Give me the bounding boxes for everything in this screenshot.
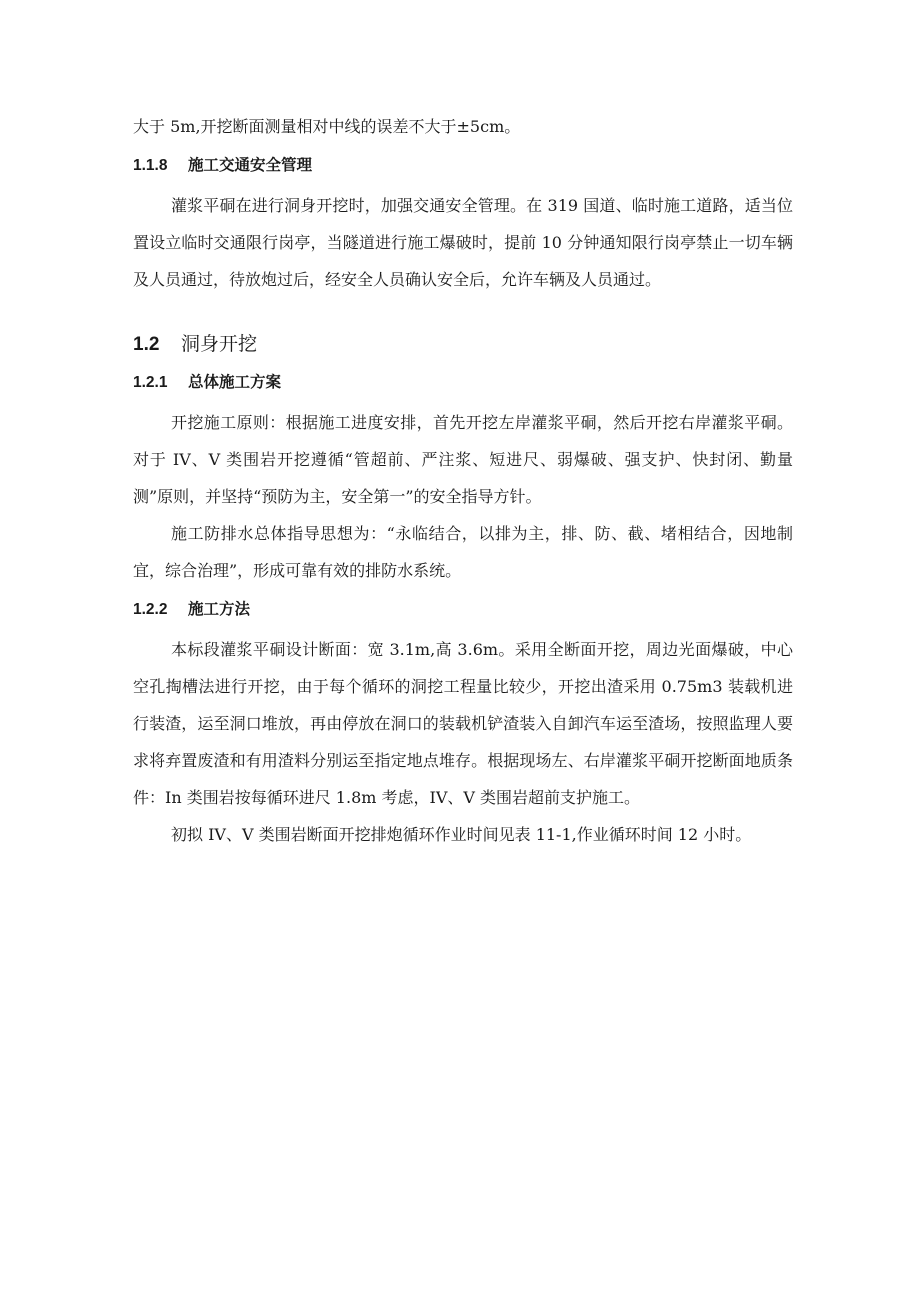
intro-paragraph: 大于 5m,开挖断面测量相对中线的误差不大于±5cm。	[133, 117, 521, 136]
document-page	[133, 108, 793, 853]
traffic-safety-paragraph: 灌浆平硐在进行洞身开挖时，加强交通安全管理。在 319 国道、临时施工道路，适当位置设立临时交通限行岗亭，当隧道进行施工爆破时，提前 10 分钟通知限行岗亭禁止一切车辆及人员通过，待放炮过后，经安全人员确认安全后，允许车辆及人员通过。	[133, 196, 793, 289]
heading-number: 1.2	[133, 334, 160, 355]
heading-number: 1.1.8	[133, 157, 168, 174]
heading-number: 1.2.1	[133, 374, 168, 391]
heading-title: 总体施工方案	[188, 374, 282, 391]
heading-title: 洞身开挖	[181, 334, 258, 355]
heading-1-2-2	[133, 593, 793, 627]
heading-number: 1.2.2	[133, 601, 168, 618]
heading-title: 施工交通安全管理	[188, 157, 313, 174]
heading-title: 施工方法	[188, 601, 251, 618]
excavation-principle-paragraph: 开挖施工原则：根据施工进度安排，首先开挖左岸灌浆平硐，然后开挖右岸灌浆平硐。对于 IV、V 类围岩开挖遵循“管超前、严注浆、短进尺、弱爆破、强支护、快封闭、勤量测”原则，并坚持“预防为主，安全第一”的安全指导方针。	[133, 413, 793, 506]
heading-1-2	[133, 328, 793, 362]
heading-1-1-8	[133, 149, 793, 183]
drainage-principle-paragraph: 施工防排水总体指导思想为：“永临结合，以排为主，排、防、截、堵相结合，因地制宜，综合治理”，形成可靠有效的排防水系统。	[133, 524, 793, 580]
cycle-time-paragraph: 初拟 IV、V 类围岩断面开挖排炮循环作业时间见表 11-1,作业循环时间 12 小时。	[171, 825, 752, 844]
heading-1-2-1	[133, 366, 793, 400]
construction-method-paragraph: 本标段灌浆平硐设计断面：宽 3.1m,高 3.6m。采用全断面开挖，周边光面爆破，中心空孔掏槽法进行开挖，由于每个循环的洞挖工程量比较少，开挖出渣采用 0.75m3 装载机进行装渣，运至洞口堆放，再由停放在洞口的装载机铲渣装入自卸汽车运至渣场，按照监理人要求将弃置废渣和有用渣料分别运至指定地点堆存。根据现场左、右岸灌浆平硐开挖断面地质条件：In 类围岩按每循环进尺 1.8m 考虑，IV、V 类围岩超前支护施工。	[133, 640, 793, 807]
